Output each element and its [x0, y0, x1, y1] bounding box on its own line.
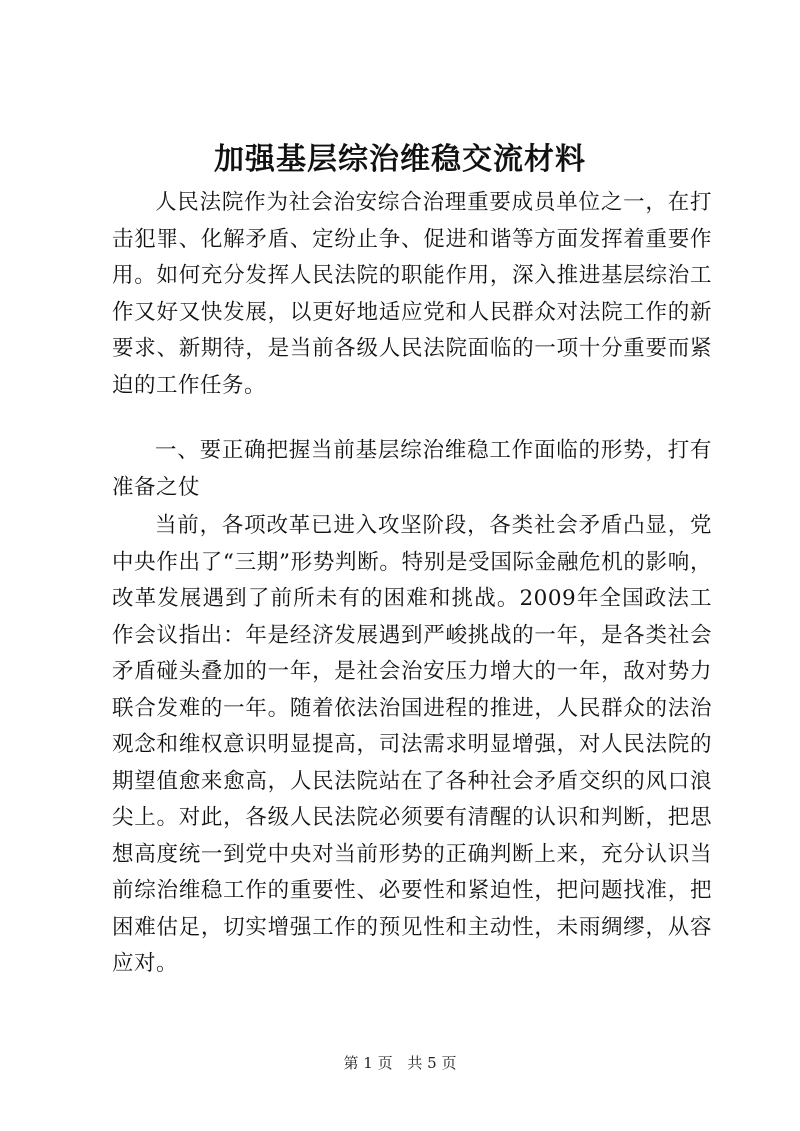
paragraph-situation: 当前，各项改革已进入攻坚阶段，各类社会矛盾凸显，党中央作出了“三期”形势判断。特别是受国际金融危机的影响，改革发展遇到了前所未有的困难和挑战。2009年全国政法工作会议指出：年是经济发展遇到严峻挑战的一年，是各类社会矛盾碰头叠加的一年，是社会治安压力增大的一年，敌对势力联合发难的一年。随着依法治国进程的推进，人民群众的法治观念和维权意识明显提高，司法需求明显增强，对人民法院的期望值愈来愈高，人民法院站在了各种社会矛盾交织的风口浪尖上。对此，各级人民法院必须要有清醒的认识和判断，把思想高度统一到党中央对当前形势的正确判断上来，充分认识当前综治维稳工作的重要性、必要性和紧迫性，把问题找准，把困难估足，切实增强工作的预见性和主动性，未雨绸缪，从容应对。 — [112, 513, 712, 976]
page-total: 共 5 页 — [407, 1054, 457, 1072]
paragraph-intro: 人民法院作为社会治安综合治理重要成员单位之一，在打击犯罪、化解矛盾、定纷止争、促进和谐等方面发挥着重要作用。如何充分发挥人民法院的职能作用，深入推进基层综治工作又好又快发展，以更好地适应党和人民群众对法院工作的新要求、新期待，是当前各级人民法院面临的一项十分重要而紧迫的工作任务。 — [112, 190, 712, 398]
document-title: 加强基层综治维稳交流材料 — [214, 142, 586, 177]
section-heading-1: 一、要正确把握当前基层综治维稳工作面临的形势，打有准备之仗 — [112, 438, 712, 500]
page-number: 第 1 页 — [343, 1054, 393, 1072]
page-footer — [0, 1053, 800, 1073]
